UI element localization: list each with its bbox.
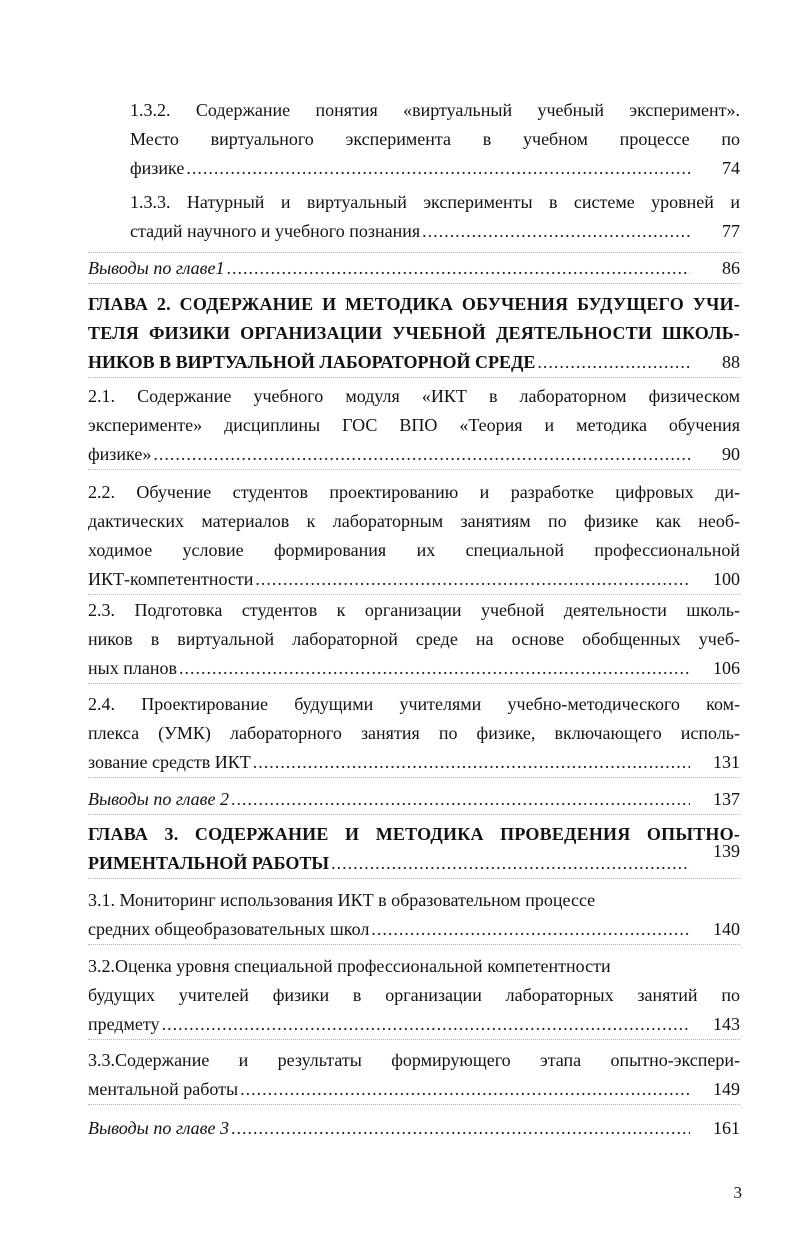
toc-text: ников в виртуальной лабораторной среде на основе обобщенных учеб- — [88, 629, 740, 649]
dot-leader — [226, 254, 690, 283]
toc-line — [88, 596, 740, 625]
page-number: 74 — [722, 158, 740, 178]
toc-text: плекса (УМК) лабораторного занятия по физике, включающего исполь- — [88, 723, 740, 743]
toc-text: физике» — [88, 444, 152, 464]
toc-text: дактических материалов к лабораторным занятиям по физике как необ- — [88, 511, 740, 531]
toc-text: РИМЕНТАЛЬНОЙ РАБОТЫ — [88, 853, 330, 873]
toc-entry-1-3-3 — [130, 188, 740, 246]
toc-last-line — [88, 841, 740, 878]
toc-text: ных планов — [88, 658, 177, 678]
toc-line — [88, 981, 740, 1010]
dot-leader — [422, 217, 690, 246]
page-number: 90 — [722, 444, 740, 464]
dot-leader — [537, 348, 690, 377]
toc-text: Выводы по главе 2 — [88, 789, 229, 809]
toc-line — [130, 188, 740, 217]
toc-entry-2-3 — [88, 596, 740, 684]
toc-text: эксперименте» дисциплины ГОС ВПО «Теория и методика обучения — [88, 415, 740, 435]
divider — [88, 252, 740, 253]
toc-line — [88, 536, 740, 565]
toc-entry-chapter3-conclusions — [88, 1114, 740, 1143]
toc-last-line — [88, 785, 740, 814]
page-number: 100 — [713, 569, 740, 589]
toc-text: 3.1. Мониторинг использования ИКТ в образовательном процессе — [88, 890, 596, 910]
toc-text: ТЕЛЯ ФИЗИКИ ОРГАНИЗАЦИИ УЧЕБНОЙ ДЕЯТЕЛЬНОСТИ ШКОЛЬ- — [88, 323, 740, 343]
toc-text: 3.2.Оценка уровня специальной профессиональной компетентности — [88, 956, 611, 976]
toc-entry-2-2 — [88, 478, 740, 595]
toc-text: 1.3.3. Натурный и виртуальный эксперименты в системе уровней и — [130, 192, 740, 212]
toc-entry-3-3 — [88, 1046, 740, 1105]
toc-text: ментальной работы — [88, 1079, 239, 1099]
toc-last-line — [88, 915, 740, 944]
dot-leader — [371, 915, 690, 944]
toc-text: 2.1. Содержание учебного модуля «ИКТ в лабораторном физическом — [88, 386, 740, 406]
page-number: 88 — [722, 352, 740, 372]
toc-text: Выводы по главе 3 — [88, 1118, 229, 1138]
dot-leader — [240, 1075, 690, 1104]
toc-last-line — [88, 1075, 740, 1104]
toc-last-line — [88, 1010, 740, 1039]
dot-leader — [231, 785, 690, 814]
dot-leader — [179, 654, 690, 683]
toc-line — [130, 125, 740, 154]
toc-line — [130, 96, 740, 125]
toc-last-line — [88, 254, 740, 283]
dot-leader — [153, 440, 690, 469]
toc-last-line — [88, 654, 740, 683]
toc-last-line — [88, 748, 740, 777]
dot-leader — [331, 849, 690, 878]
toc-text: физике — [130, 158, 185, 178]
toc-text: 2.4. Проектирование будущими учителями учебно-методического ком- — [88, 694, 740, 714]
toc-entry-2-1 — [88, 382, 740, 470]
toc-text: предмету — [88, 1014, 160, 1034]
page-number: 149 — [713, 1079, 740, 1099]
toc-last-line — [88, 348, 740, 377]
toc-last-line — [88, 1114, 740, 1143]
toc-entry-chapter-3 — [88, 820, 740, 879]
toc-text: Выводы по главе1 — [88, 258, 225, 278]
toc-entry-3-2 — [88, 952, 740, 1040]
toc-line — [88, 690, 740, 719]
toc-text: средних общеобразовательных школ — [88, 919, 370, 939]
toc-text: ходимое условие формирования их специальной профессиональной — [88, 540, 740, 560]
toc-last-line — [88, 440, 740, 469]
dot-leader — [162, 1010, 690, 1039]
toc-line — [88, 625, 740, 654]
toc-entry-1-3-2 — [130, 96, 740, 183]
toc-text: 1.3.2. Содержание понятия «виртуальный учебный эксперимент». — [130, 100, 740, 120]
toc-line — [88, 1046, 740, 1075]
toc-line — [88, 886, 740, 915]
toc-last-line — [88, 565, 740, 594]
page-number: 140 — [713, 919, 740, 939]
toc-line — [88, 411, 740, 440]
toc-text: будущих учителей физики в организации лабораторных занятий по — [88, 985, 740, 1005]
toc-entry-2-4 — [88, 690, 740, 778]
page-number: 137 — [713, 789, 740, 809]
dot-leader — [255, 565, 690, 594]
page-number: 86 — [722, 258, 740, 278]
toc-last-line — [130, 154, 740, 183]
toc-entry-chapter1-conclusions — [88, 254, 740, 284]
toc-text: 2.2. Обучение студентов проектированию и разработке цифровых ди- — [88, 482, 740, 502]
page-number: 106 — [713, 658, 740, 678]
toc-text: стадий научного и учебного познания — [130, 221, 421, 241]
toc-line — [88, 382, 740, 411]
toc-line — [88, 719, 740, 748]
toc-text: 3.3.Содержание и результаты формирующего этапа опытно-экспери- — [88, 1050, 740, 1070]
page-number: 161 — [713, 1118, 740, 1138]
toc-entry-chapter2-conclusions — [88, 785, 740, 815]
toc-line — [88, 507, 740, 536]
toc-line — [88, 952, 740, 981]
toc-line — [88, 319, 740, 348]
page-number: 139 — [713, 841, 740, 861]
page-number: 131 — [713, 752, 740, 772]
toc-line — [88, 478, 740, 507]
toc-text: ГЛАВА 3. СОДЕРЖАНИЕ И МЕТОДИКА ПРОВЕДЕНИЯ ОПЫТНО- — [88, 824, 740, 844]
dot-leader — [253, 748, 690, 777]
toc-text: Место виртуального эксперимента в учебном процессе по — [130, 129, 740, 149]
footer-page-number: 3 — [733, 1183, 742, 1202]
toc-text: зование средств ИКТ — [88, 752, 251, 772]
toc-last-line — [130, 217, 740, 246]
toc-text: 2.3. Подготовка студентов к организации учебной деятельности школь- — [88, 600, 740, 620]
toc-entry-3-1 — [88, 886, 740, 945]
toc-text: НИКОВ В ВИРТУАЛЬНОЙ ЛАБОРАТОРНОЙ СРЕДЕ — [88, 352, 536, 372]
toc-text: ИКТ-компетентности — [88, 569, 254, 589]
toc-line — [88, 290, 740, 319]
toc-entry-chapter-2 — [88, 290, 740, 378]
dot-leader — [231, 1114, 690, 1143]
toc-text: ГЛАВА 2. СОДЕРЖАНИЕ И МЕТОДИКА ОБУЧЕНИЯ БУДУЩЕГО УЧИ- — [88, 294, 740, 314]
page-number: 77 — [722, 221, 740, 241]
page-number: 143 — [713, 1014, 740, 1034]
dot-leader — [186, 154, 690, 183]
toc-line — [88, 820, 740, 849]
